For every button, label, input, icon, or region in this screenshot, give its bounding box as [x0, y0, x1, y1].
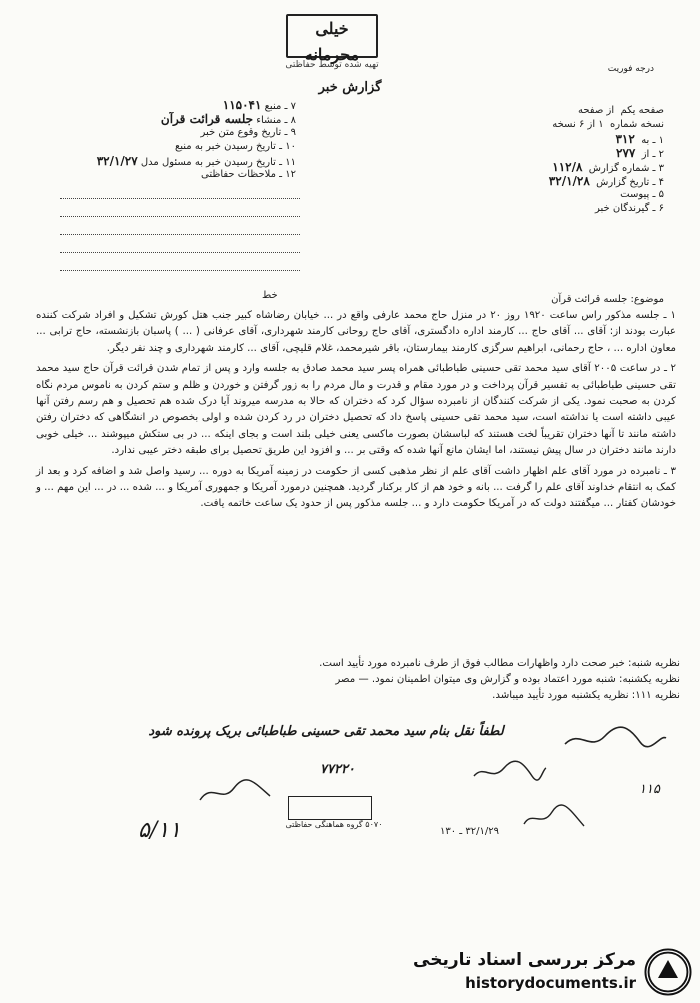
meta-right-row: صفحه یکم از صفحه — [577, 105, 664, 116]
coordination-stamp — [288, 796, 372, 820]
signature-left — [196, 778, 276, 808]
meta-right-row: ۶ ـ گیرندگان خبر — [594, 203, 664, 214]
handwritten-side-number: ۱۱۵ — [639, 782, 660, 797]
report-title: گزارش خبر — [318, 80, 382, 95]
meta-right-row: ۲ ـ از ۲۷۷ — [616, 146, 664, 160]
meta-right-row: ۴ ـ تاریخ گزارش ۳۲/۱/۲۸ — [548, 174, 664, 188]
signature-bottom — [520, 804, 590, 834]
archive-name: مرکز بررسی اسناد تاریخی — [413, 950, 636, 970]
meta-right-row: ۱ ـ به ۳۱۲ — [615, 132, 664, 146]
meta-right — [394, 104, 664, 216]
meta-left-row: ۹ ـ تاریخ وقوع متن خبر — [200, 127, 296, 138]
handwritten-note: لطفاً نقل بنام سید محمد تقی حسینی طباطبائی بریک پرونده شود — [148, 724, 504, 739]
handwritten-number: ۷۷۲۲۰ — [320, 762, 355, 777]
dotted-line — [60, 216, 300, 217]
signature-middle — [470, 758, 550, 786]
archive-brand — [400, 944, 698, 1000]
paragraph: ۳ ـ نامبرده در مورد آقای علم اظهار داشت آقای علم از نظر مذهبی کسی از حکومت در زمینه آمریکا به دوره ... رسید واصل شد و اضافه کرد و بعد از کمک به انتقام خداوند آقای علم را گرفت ... بانه و خود هم از کار برکنار گردید. همچنین درمورد آمریکا و جمهوری آمریکا و ... شده ... در ... این مهم ... و خودشان کفتار ... میگفتند دولت که در آمریکا حکومت دارد و ... جلسه مذکور پس از حدود یک ساعت خاتمه یافت. — [36, 465, 676, 510]
meta-right-row: ۳ ـ شماره گزارش ۱۱۲/۸ — [552, 160, 664, 174]
meta-left-row: ۸ ـ منشاء جلسه قرائت قرآن — [160, 112, 296, 126]
urgency-label: درجه فوریت — [607, 64, 654, 74]
dotted-line — [60, 234, 300, 235]
section-label: خط — [262, 290, 278, 301]
meta-left-row: ۱۰ ـ تاریخ رسیدن خبر به منبع — [174, 141, 296, 152]
topic-line: موضوع: جلسه قرائت قرآن — [551, 294, 664, 305]
conclusion-line: نظریه ۱۱۱: نظریه یکشنبه مورد تأیید میباشد. — [492, 690, 680, 701]
dotted-line — [60, 252, 300, 253]
archive-url: historydocuments.ir — [465, 974, 636, 992]
footer-date: ۳۲/۱/۲۹ ـ ۱۳۰ — [440, 826, 500, 837]
signature-top-right — [560, 724, 670, 754]
meta-right-row: نسخه شماره ۱ از ۶ نسخه — [552, 119, 664, 130]
dotted-line — [60, 270, 300, 271]
conclusions — [280, 656, 680, 704]
meta-right-row: ۵ ـ پیوست — [620, 189, 664, 200]
handwritten-left-scrawl: ۵/۱۱ — [138, 818, 181, 843]
paragraph: ۱ ـ جلسه مذکور راس ساعت ۱۹۲۰ روز ۲۰ در منزل حاج محمد عارفی واقع در ... خیابان رضاشاه کبیر جنب هتل کورش تشکیل و افراد شرکت کننده عبارت بودند از: آقای ... آقای حاج ... کارمند اداره دادگستری، آقای حاج روحانی کارمند شهرداری، آقای عرفانی ( ... ) پاسبان بازنشسته، حاج ترابی ... معاون اداره ... ، حاج رحمانی، ابراهیم سرگزی کارمند بیمارستان، باقر شیرمحمد، غلام قلیچی، آقای ... کارمند شهرداری و چند نفر دیگر. — [36, 310, 676, 354]
dotted-line — [60, 198, 300, 199]
classification-stamp — [286, 14, 378, 64]
paragraph: ۲ ـ در ساعت ۲۰۰۵ آقای سید محمد تقی حسینی طباطبائی همراه پسر سید محمد صادق به جلسه وارد و پس از تمام شدن قرائت قرآن حاج سید محمد تقی حسینی طباطبائی به تفسیر قرآن پرداخت و در مورد مقام و قدرت و مال مردم را به زور گرفتن و خوردن و ظلم و ستم کردن به ناموس مردم نگاه کردن به صحبت نمود. یکی از شرکت کنندگان از نامبرده سؤال کرد که دختران که حالا به مدرسه میروند آیا درک شده هم تحصیل و هم رسم رفتن آنها عیبی داشته است یا نداشته است، سید محمد تقی حسینی پاسخ داد که تحصیل دختران در رد کردن شده و اولی بخصوص در انشگاهی که دختران رفتن داشته مانند تا آنها دختران تقریباً لخت هستند که لباسشان بصورت ماکسی یعنی خیلی بلند است و بجای اینکه ... در بی ستکش میپوشند ... خیلی خوبی دارند مانند دختران در سال پیش نیستند، اما ایشان مانع آنها شده که وقتی بر ... و افزود این طریق تحصیل برای طبقه دختر عیبی ندارد. — [36, 363, 676, 457]
archive-logo-icon — [644, 948, 692, 996]
meta-left-row: ۱۱ ـ تاریخ رسیدن خبر به مسئول مدل ۳۲/۱/۲۷ — [96, 154, 296, 168]
meta-left-row: ۷ ـ منبع ۱۱۵۰۴۱ — [222, 98, 296, 112]
meta-left — [56, 98, 296, 182]
conclusion-line: نظریه شنبه: خبر صحت دارد واظهارات مطالب فوق از طرف نامبرده مورد تأیید است. — [319, 658, 680, 669]
meta-left-row: ۱۲ ـ ملاحظات حفاظتی — [201, 169, 296, 180]
coordination-stamp-sub: ۵۰۷۰ گروه هماهنگی حفاظتی — [285, 820, 383, 829]
classification-stamp-sub: تهیه شده توسط حفاظتی — [285, 60, 379, 70]
conclusion-line: نظریه یکشنبه: شنبه مورد اعتماد بوده و گزارش وی میتوان اطمینان نمود. — مصر — [335, 674, 680, 685]
report-body — [36, 308, 676, 513]
classification-stamp-text: خیلی محرمانه — [304, 19, 360, 64]
